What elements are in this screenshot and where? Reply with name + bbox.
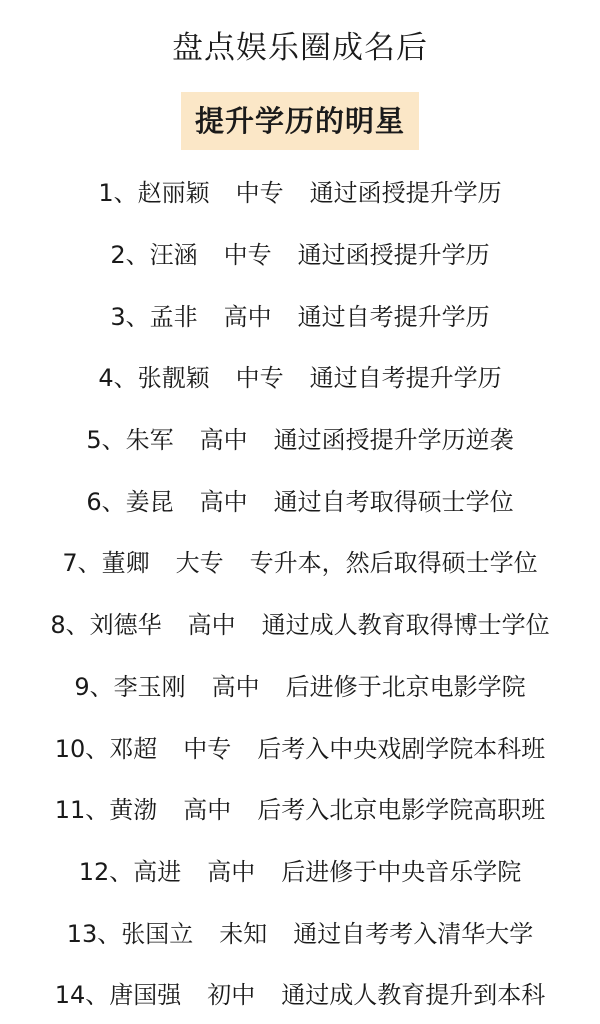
item-name: 朱军 [125, 426, 174, 455]
item-number: 6、 [86, 487, 126, 516]
item-education: 中专 [235, 179, 284, 208]
list-item [0, 715, 600, 777]
item-name: 张靓颖 [137, 364, 210, 393]
item-number: 5、 [86, 426, 126, 455]
item-education: 中专 [183, 734, 232, 763]
item-education: 高中 [207, 857, 256, 886]
item-name: 姜昆 [125, 487, 174, 516]
list-item [0, 345, 600, 407]
item-note: 通过函授提升学历 [297, 241, 490, 270]
item-education: 初中 [207, 981, 256, 1010]
item-number: 4、 [98, 364, 138, 393]
item-note: 通过函授提升学历 [309, 179, 502, 208]
item-note: 通过成人教育取得博士学位 [261, 611, 550, 640]
list-item [0, 839, 600, 901]
list-item [0, 530, 600, 592]
item-education: 高中 [223, 302, 272, 331]
item-name: 黄渤 [109, 796, 158, 825]
item-name: 邓超 [109, 734, 158, 763]
list-item [0, 962, 600, 1024]
item-education: 中专 [223, 241, 272, 270]
item-number: 2、 [110, 241, 150, 270]
item-name: 汪涵 [149, 241, 198, 270]
item-education: 高中 [211, 672, 260, 701]
list-item [0, 160, 600, 222]
item-education: 中专 [235, 364, 284, 393]
list-item [0, 468, 600, 530]
list-item [0, 777, 600, 839]
item-note: 通过自考提升学历 [309, 364, 502, 393]
item-note: 后进修于中央音乐学院 [281, 857, 522, 886]
list-item [0, 592, 600, 654]
list-item [0, 407, 600, 469]
item-number: 11、 [54, 796, 110, 825]
list-item [0, 222, 600, 284]
item-note: 通过成人教育提升到本科 [281, 981, 546, 1010]
item-note: 通过自考考入清华大学 [293, 919, 534, 948]
subtitle-wrap [0, 92, 600, 150]
item-note: 专升本，然后取得硕士学位 [249, 549, 538, 578]
item-number: 10、 [54, 734, 110, 763]
item-name: 董卿 [101, 549, 150, 578]
item-name: 赵丽颖 [137, 179, 210, 208]
list-item [0, 283, 600, 345]
item-education: 高中 [199, 487, 248, 516]
item-number: 8、 [50, 611, 90, 640]
page-title: 盘点娱乐圈成名后 [172, 30, 428, 66]
item-education: 高中 [199, 426, 248, 455]
item-name: 高进 [133, 857, 182, 886]
item-note: 通过自考取得硕士学位 [273, 487, 514, 516]
item-name: 唐国强 [109, 981, 182, 1010]
item-name: 张国立 [121, 919, 194, 948]
item-name: 刘德华 [89, 611, 162, 640]
page-subtitle-highlighted: 提升学历的明星 [181, 92, 419, 150]
item-number: 14、 [54, 981, 110, 1010]
item-name: 李玉刚 [113, 672, 186, 701]
item-number: 12、 [78, 857, 134, 886]
item-number: 1、 [98, 179, 138, 208]
item-number: 7、 [62, 549, 102, 578]
item-number: 9、 [74, 672, 114, 701]
item-number: 3、 [110, 302, 150, 331]
item-name: 孟非 [149, 302, 198, 331]
list-item [0, 654, 600, 716]
item-note: 后考入北京电影学院高职班 [257, 796, 546, 825]
item-note: 后进修于北京电影学院 [285, 672, 526, 701]
list-item [0, 900, 600, 962]
item-education: 高中 [187, 611, 236, 640]
celebrity-list [0, 160, 600, 1024]
item-education: 高中 [183, 796, 232, 825]
item-note: 通过函授提升学历逆袭 [273, 426, 514, 455]
item-education: 未知 [219, 919, 268, 948]
item-note: 通过自考提升学历 [297, 302, 490, 331]
item-education: 大专 [175, 549, 224, 578]
item-number: 13、 [66, 919, 122, 948]
item-note: 后考入中央戏剧学院本科班 [257, 734, 546, 763]
